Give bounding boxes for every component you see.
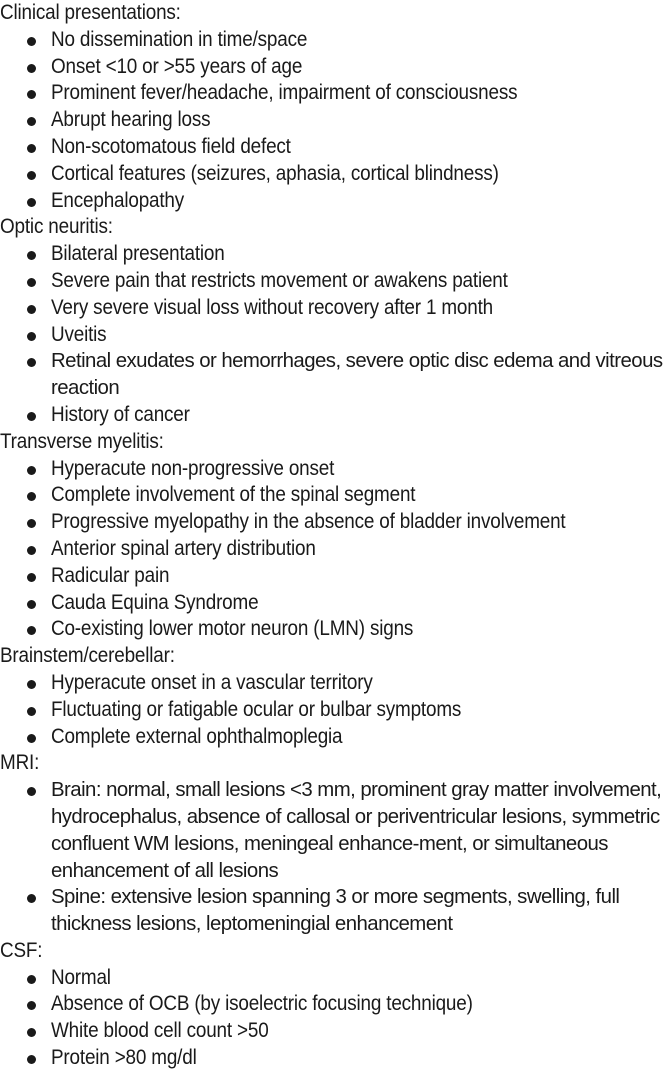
list-item-text: Non-scotomatous field defect <box>51 134 291 158</box>
bullet-icon <box>27 1001 36 1010</box>
list-item-text: Encephalopathy <box>51 188 185 212</box>
list-item-text: Bilateral presentation <box>51 242 225 266</box>
bullet-icon <box>27 894 36 903</box>
list-item <box>0 1045 664 1072</box>
list-item <box>0 991 664 1018</box>
list-item <box>0 402 664 429</box>
list-item-text: Fluctuating or fatigable ocular or bulbar symptoms <box>51 697 462 721</box>
list-item-text: Uveitis <box>51 322 107 346</box>
bullet-icon <box>27 1028 36 1037</box>
list-item <box>0 456 664 483</box>
list-item <box>0 348 664 402</box>
list-item-text: Very severe visual loss without recovery after 1 month <box>51 295 493 319</box>
list-item <box>0 482 664 509</box>
list-item <box>0 54 664 81</box>
list-item <box>0 80 664 107</box>
list-item <box>0 295 664 322</box>
bullet-icon <box>27 305 36 314</box>
list-item-text: Spine: extensive lesion spanning 3 or more segments, swelling, full thickness lesions, leptomeningial enhancement <box>51 886 620 936</box>
bullet-list <box>0 241 664 429</box>
list-item <box>0 536 664 563</box>
list-item-text: Abrupt hearing loss <box>51 108 211 132</box>
list-item <box>0 777 664 884</box>
list-item-text: Cauda Equina Syndrome <box>51 590 259 614</box>
bullet-icon <box>27 412 36 421</box>
list-item-text: Retinal exudates or hemorrhages, severe optic disc edema and vitreous reaction <box>51 350 663 400</box>
bullet-icon <box>27 198 36 207</box>
bullet-icon <box>27 975 36 984</box>
list-item-text: Normal <box>51 965 111 989</box>
list-item-text: Prominent fever/headache, impairment of consciousness <box>51 81 518 105</box>
section-heading: Transverse myelitis: <box>0 429 164 453</box>
list-item <box>0 27 664 54</box>
bullet-list <box>0 670 664 750</box>
list-item-text: Onset <10 or >55 years of age <box>51 54 303 78</box>
list-item <box>0 697 664 724</box>
bullet-icon <box>27 64 36 73</box>
list-item <box>0 670 664 697</box>
bullet-icon <box>27 144 36 153</box>
list-item-text: Severe pain that restricts movement or awakens patient <box>51 268 508 292</box>
list-item <box>0 188 664 215</box>
bullet-icon <box>27 573 36 582</box>
bullet-list <box>0 456 664 644</box>
list-item <box>0 884 664 938</box>
list-item-text: Hyperacute non-progressive onset <box>51 456 335 480</box>
list-item-text: Progressive myelopathy in the absence of bladder involvement <box>51 510 566 534</box>
list-item <box>0 268 664 295</box>
list-item-text: Anterior spinal artery distribution <box>51 536 316 560</box>
section-mri <box>0 750 664 938</box>
bullet-icon <box>27 519 36 528</box>
list-item <box>0 724 664 751</box>
list-item <box>0 134 664 161</box>
list-item <box>0 241 664 268</box>
list-item <box>0 322 664 349</box>
list-item <box>0 563 664 590</box>
list-item <box>0 590 664 617</box>
bullet-list <box>0 777 664 938</box>
bullet-icon <box>27 1055 36 1064</box>
list-item-text: Brain: normal, small lesions <3 mm, prominent gray matter involvement, hydrocephalus, absence of callosal or periventricular lesions, symmetric confluent WM lesions, meningeal enhance-ment, or simultaneous enhancement of all lesions <box>51 779 662 882</box>
list-item <box>0 965 664 992</box>
bullet-icon <box>27 546 36 555</box>
bullet-icon <box>27 734 36 743</box>
list-item-text: Absence of OCB (by isoelectric focusing technique) <box>51 992 473 1016</box>
bullet-icon <box>27 332 36 341</box>
list-item-text: Cortical features (seizures, aphasia, cortical blindness) <box>51 161 499 185</box>
bullet-icon <box>27 600 36 609</box>
bullet-icon <box>27 37 36 46</box>
section-optic-neuritis <box>0 214 664 428</box>
section-transverse-myelitis <box>0 429 664 643</box>
list-item <box>0 107 664 134</box>
list-item-text: Protein >80 mg/dl <box>51 1046 197 1070</box>
section-clinical-presentations <box>0 0 664 214</box>
list-item <box>0 1018 664 1045</box>
bullet-icon <box>27 787 36 796</box>
list-item-text: Radicular pain <box>51 563 170 587</box>
bullet-list <box>0 27 664 215</box>
section-brainstem-cerebellar <box>0 643 664 750</box>
list-item-text: Complete involvement of the spinal segment <box>51 483 416 507</box>
list-item-text: White blood cell count >50 <box>51 1019 269 1043</box>
bullet-icon <box>27 680 36 689</box>
list-item <box>0 509 664 536</box>
list-item-text: Hyperacute onset in a vascular territory <box>51 670 373 694</box>
list-item <box>0 161 664 188</box>
list-item-text: History of cancer <box>51 402 190 426</box>
section-csf <box>0 938 664 1072</box>
section-heading: Optic neuritis: <box>0 215 113 239</box>
bullet-icon <box>27 117 36 126</box>
list-item <box>0 616 664 643</box>
section-heading: CSF: <box>0 938 43 962</box>
bullet-icon <box>27 251 36 260</box>
list-item-text: Complete external ophthalmoplegia <box>51 724 343 748</box>
list-item-text: No dissemination in time/space <box>51 27 308 51</box>
bullet-icon <box>27 90 36 99</box>
bullet-icon <box>27 171 36 180</box>
section-heading: Clinical presentations: <box>0 1 181 24</box>
section-heading: MRI: <box>0 751 40 775</box>
bullet-list <box>0 965 664 1072</box>
bullet-icon <box>27 492 36 501</box>
bullet-icon <box>27 626 36 635</box>
bullet-icon <box>27 278 36 287</box>
list-item-text: Co-existing lower motor neuron (LMN) signs <box>51 617 414 641</box>
section-heading: Brainstem/cerebellar: <box>0 644 175 668</box>
bullet-icon <box>27 466 36 475</box>
bullet-icon <box>27 358 36 367</box>
bullet-icon <box>27 707 36 716</box>
